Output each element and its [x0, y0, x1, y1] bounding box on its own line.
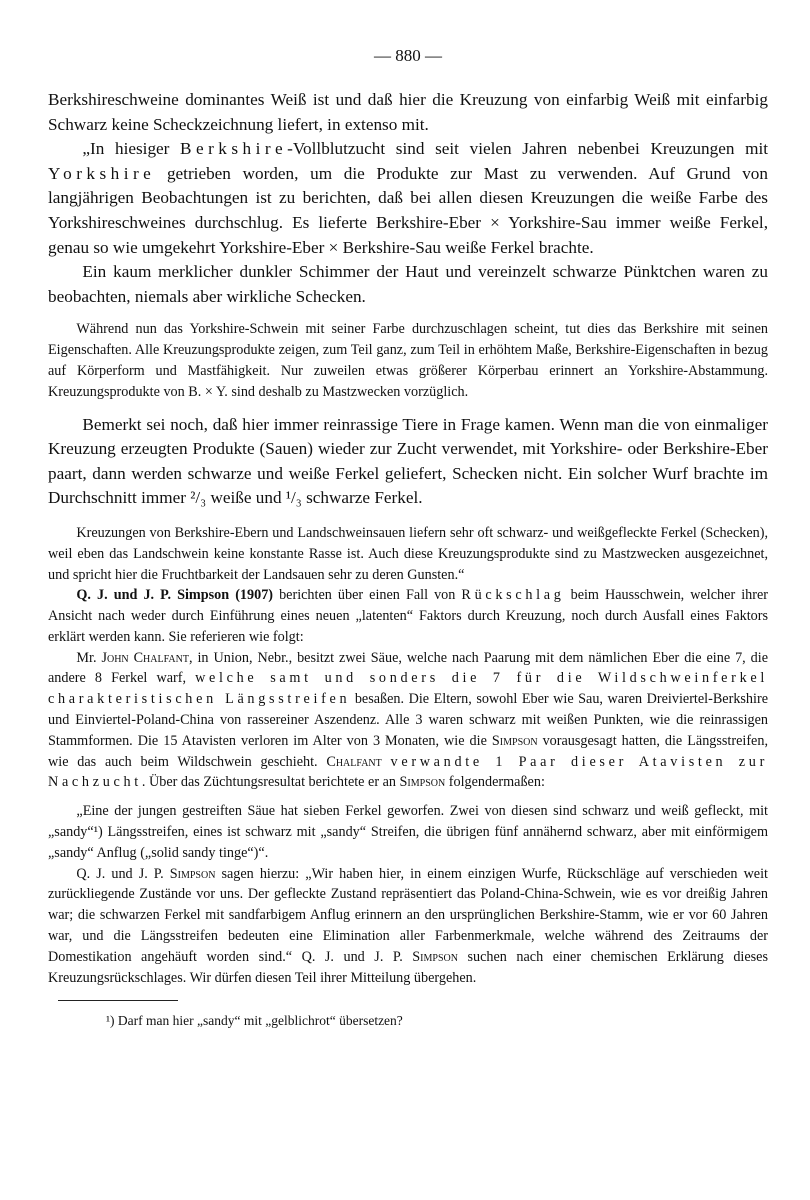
p7-author-citation: Q. J. und J. P. Simpson (1907) [76, 587, 274, 604]
p2-spaced-berkshire: Berkshire [180, 139, 288, 159]
page-number: — 880 — [374, 46, 442, 65]
paragraph-8 [48, 648, 768, 794]
p10-text-c: sagen hierzu: „Wir haben hier, in einem einzigen Wurfe, Rückschläge auf verschieden weit zurückliegende Zustände vor uns. Der gefleckte Zustand repräsentiert das Poland-China-Schwein, wie es vor dreißig Jahren war; die schwarzen Ferkel mit sandfarbigem Anflug erinnern an den ursprünglichen Berkshire-Stamm, wie er vor 60 Jahren war, und die Längsstreifen bedeuten eine Elimination aller Farbenmerkmale, welche während des Zeitraums der Domestikation angehäuft worden sind.“ Q. J. und J. P. [48, 865, 768, 965]
p8-text-m: folgendermaßen: [445, 774, 545, 791]
paragraph-3: Ein kaum merklicher dunkler Schimmer der Haut und vereinzelt schwarze Pünktchen waren zu beobachten, niemals aber wirkliche Schecken. [48, 262, 768, 306]
text-block-small-1 [48, 319, 768, 402]
paragraph-5: Bemerkt sei noch, daß hier immer reinrassige Tiere in Frage kamen. Wenn man die von einmaliger Kreuzung erzeugten Produkte (Sauen) wieder zur Zucht verwendet, mit Yorkshire- oder Berkshire-Eber paart, dann werden schwarze und weiße Ferkel geliefert, Schecken nicht. Ein solcher Wurf brachte im Durchschnitt immer ²/₃ weiße und ¹/₃ schwarze Ferkel. [48, 414, 768, 508]
p7-spaced-rueckschlag: Rückschlag [461, 587, 565, 604]
p8-text-k: . Über das Züchtungsresultat berichtete er an [141, 774, 400, 791]
p2-text-e: getrieben worden, um die Produkte zur Mast zu verwenden. Auf Grund von langjährigen Beobachtungen ist zu berichten, daß bei allen diesen Kreuzungen die weiße Farbe des Yorkshireschweines durchschlug. Es lieferte Berkshire-Eber × Yorkshire-Sau immer weiße Ferkel, genau so wie umgekehrt Yorkshire-Eber × Berkshire-Sau weiße Ferkel brachte. [48, 163, 768, 257]
p8-name-chalfant: John Chalfant [101, 649, 189, 666]
paragraph-2 [48, 137, 768, 260]
paragraph-4: Während nun das Yorkshire-Schwein mit seiner Farbe durchzuschlagen scheint, tut dies das Berkshire mit seinen Eigenschaften. Alle Kreuzungsprodukte zeigen, zum Teil ganz, zum Teil in erhöhtem Maße, Berkshire-Eigenschaften in bezug auf Körperform und Mastfähigkeit. Nur zuweilen etwas größerer Körperbau erinnert an Yorkshire-Abstammung. Kreuzungsprodukte von B. × Y. sind deshalb zu Mastzwecken vorzüglich. [48, 321, 768, 400]
p8-text-c: , in Union, Nebr., besitzt zwei Säue, welche nach Paarung mit dem nämlichen Eber die eine 7, die andere 8 Ferkel warf, [48, 649, 768, 687]
p8-name-simpson-1: Simpson [491, 732, 538, 749]
text-block-small-3 [48, 801, 768, 988]
p8-name-simpson-2: Simpson [399, 774, 446, 791]
text-block-large-2 [48, 413, 768, 511]
p10-name-simpson-1: Simpson [169, 865, 216, 882]
p8-text-e: besaßen. Die Eltern, sowohl Eber wie Sau, waren Dreiviertel-Berkshire und Einviertel-Poland-China von rassereiner Aszendenz. Alle 3 waren schwarz mit weißen Punkten, wie die reinrassigen Stammformen. Die 15 Atavisten verloren im Alter von 3 Monaten, wie die [48, 691, 768, 749]
p8-name-chalfant-2: Chalfant [326, 753, 382, 770]
p8-text-g: vorausgesagt hatten, die Längsstreifen, wie das auch beim Wildschwein geschieht. [48, 732, 768, 770]
text-block-small-2 [48, 523, 768, 793]
p8-spaced-emphasis-2: verwandte 1 Paar dieser Atavisten zur Nachzucht [48, 753, 768, 791]
footnote-divider [58, 1000, 178, 1001]
paragraph-1: Berkshireschweine dominantes Weiß ist und daß hier die Kreuzung von einfarbig Weiß mit einfarbig Schwarz keine Scheckzeichnung liefert, in extenso mit. [48, 90, 768, 134]
p8-text-a: Mr. [76, 649, 102, 666]
p2-text-a: „In hiesiger [82, 139, 181, 159]
text-block-large-1 [48, 88, 768, 309]
paragraph-9: „Eine der jungen gestreiften Säue hat sieben Ferkel geworfen. Zwei von diesen sind schwarz und weiß gefleckt, mit „sandy“¹) Längsstreifen, eines ist schwarz mit „sandy“ Streifen, die übrigen fünf annähernd schwarz, aber mit einförmigem „sandy“ Anflug („solid sandy tinge“)“. [48, 803, 768, 861]
p10-name-simpson-2: Simpson [412, 948, 458, 965]
p7-text-d: beim Hausschwein, welcher ihrer Ansicht nach weder durch Einführung eines neuen „latenten“ Faktors durch Kreuzung, noch durch Ausfall eines Faktors erklärt werden kann. Sie referieren wie folgt: [48, 587, 768, 645]
p8-spaced-emphasis-1: welche samt und sonders die 7 für die Wildschweinferkel charakteristischen Längsstreifen [48, 670, 768, 708]
p10-text-a: Q. J. und J. P. [76, 865, 170, 882]
p2-spaced-yorkshire: Yorkshire [48, 163, 156, 183]
paragraph-6: Kreuzungen von Berkshire-Ebern und Landschweinsauen liefern sehr oft schwarz- und weißgefleckte Ferkel (Schecken), weil eben das Landschwein keine konstante Rasse ist. Auch diese Kreuzungsprodukte sind zu Mastzwecken ausgezeichnet, und spricht hier die Fruchtbarkeit der Landsauen sehr zu deren Gunsten.“ [48, 524, 768, 583]
p10-text-e: suchen nach einer chemischen Erklärung dieses Kreuzungsrückschlages. Wir dürfen diesen Teil ihrer Mitteilung übergehen. [48, 948, 768, 986]
p7-text-b: berichten über einen Fall von [273, 587, 462, 604]
paragraph-7 [48, 585, 768, 647]
p8-text-i [382, 754, 391, 770]
footnote: ¹) Darf man hier „sandy“ mit „gelblichrot“ übersetzen? [106, 1013, 403, 1029]
p2-text-c: -Vollblutzucht sind seit vielen Jahren nebenbei Kreuzungen mit [287, 139, 768, 159]
paragraph-10 [48, 864, 768, 989]
